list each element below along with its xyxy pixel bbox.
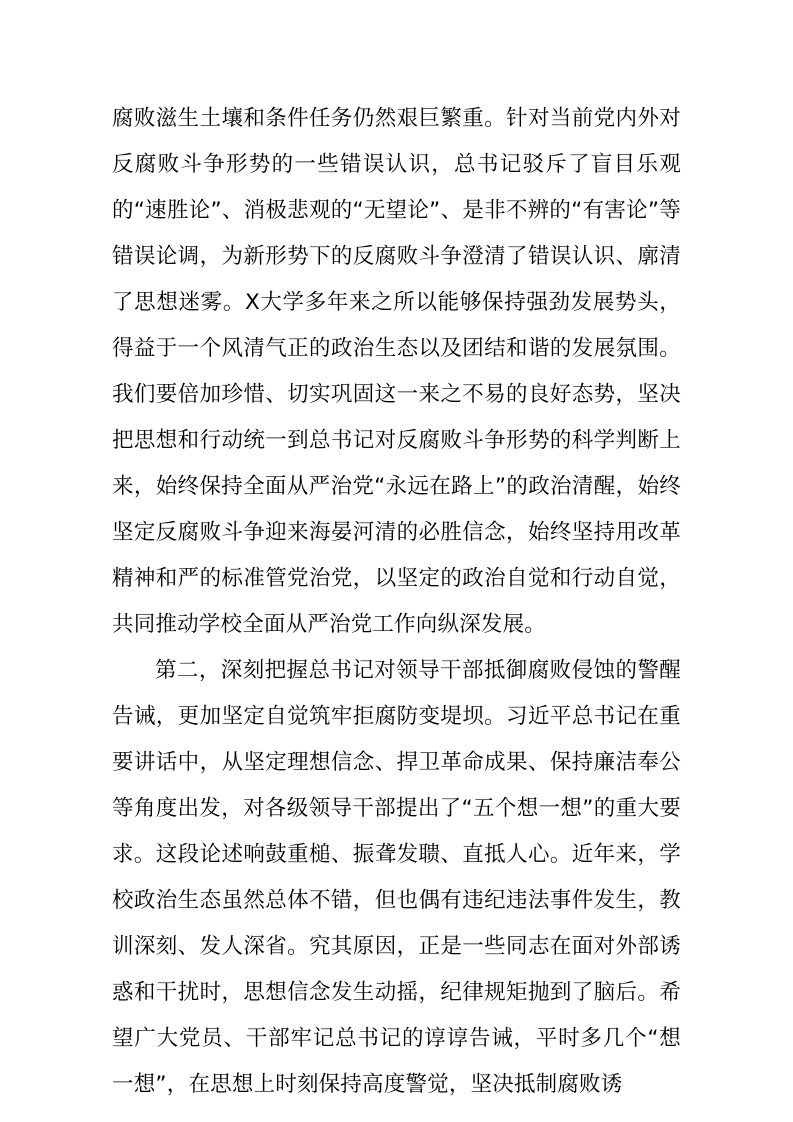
document-body [112, 96, 681, 1108]
paragraph-2: 第二，深刻把握总书记对领导干部抵御腐败侵蚀的警醒告诫，更加坚定自觉筑牢拒腐防变堤坝。习近平总书记在重要讲话中，从坚定理想信念、捍卫革命成果、保持廉洁奉公等角度出发，对各级领导干部提出了“五个想一想”的重大要求。这段论述响鼓重槌、振聋发聩、直抵人心。近年来，学校政治生态虽然总体不错，但也偶有违纪违法事件发生，教训深刻、发人深省。究其原因，正是一些同志在面对外部诱惑和干扰时，思想信念发生动摇，纪律规矩抛到了脑后。希望广大党员、干部牢记总书记的谆谆告诫，平时多几个“想一想”，在思想上时刻保持高度警觉，坚决抵制腐败诱 [112, 658, 681, 1097]
paragraph-1: 腐败滋生土壤和条件任务仍然艰巨繁重。针对当前党内外对反腐败斗争形势的一些错误认识，总书记驳斥了盲目乐观的“速胜论”、消极悲观的“无望论”、是非不辨的“有害论”等错误论调，为新形势下的反腐败斗争澄清了错误认识、廓清了思想迷雾。X大学多年来之所以能够保持强劲发展势头，得益于一个风清气正的政治生态以及团结和谐的发展氛围。我们要倍加珍惜、切实巩固这一来之不易的良好态势，坚决把思想和行动统一到总书记对反腐败斗争形势的科学判断上来，始终保持全面从严治党“永远在路上”的政治清醒，始终坚定反腐败斗争迎来海晏河清的必胜信念，始终坚持用改革精神和严的标准管党治党，以坚定的政治自觉和行动自觉，共同推动学校全面从严治党工作向纵深发展。 [112, 106, 681, 637]
